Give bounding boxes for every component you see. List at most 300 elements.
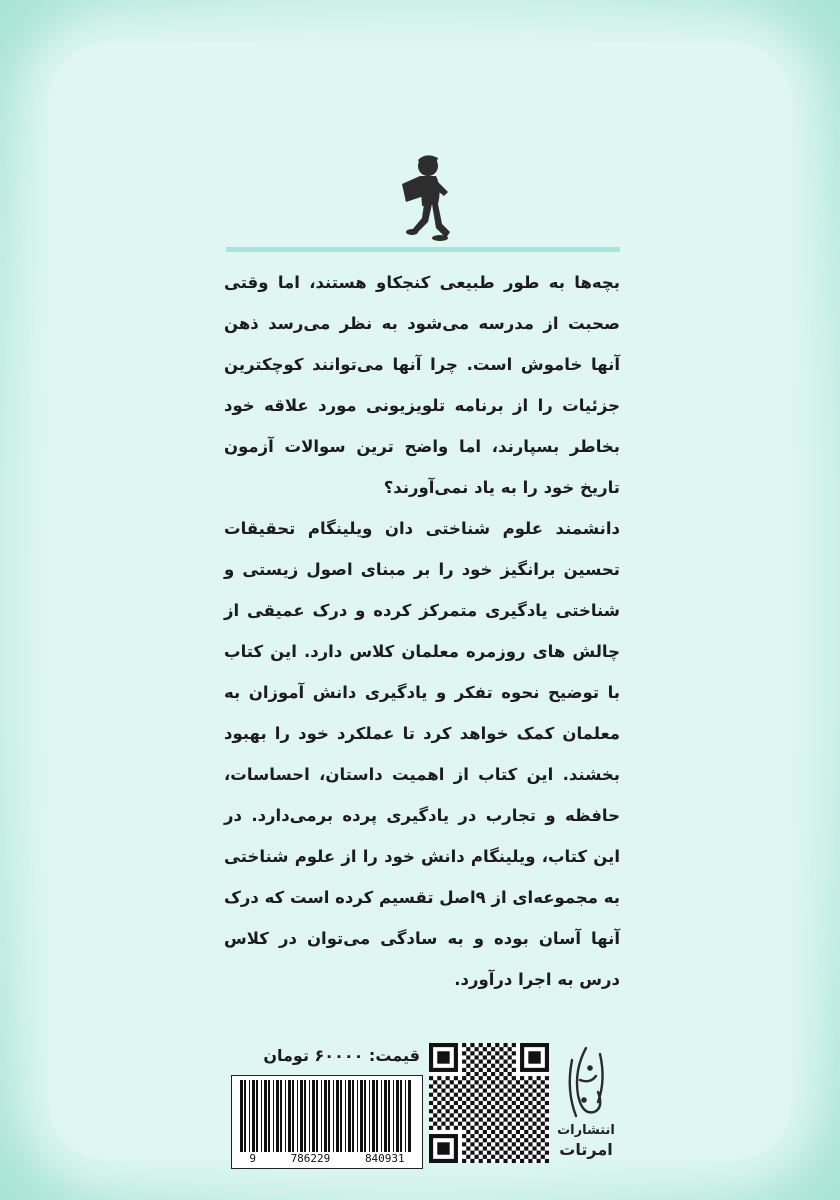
qr-module — [541, 1113, 545, 1117]
qr-module — [450, 1097, 454, 1101]
qr-module — [520, 1084, 524, 1088]
barcode-bar — [312, 1080, 315, 1152]
qr-module — [520, 1093, 524, 1097]
barcode-bar — [376, 1080, 378, 1152]
qr-module — [545, 1101, 549, 1105]
qr-module — [537, 1126, 541, 1130]
barcode-bar — [396, 1080, 399, 1152]
qr-module — [537, 1151, 541, 1155]
qr-module — [437, 1117, 441, 1121]
qr-module — [483, 1072, 487, 1076]
barcode-bar — [288, 1080, 291, 1152]
qr-module — [491, 1064, 495, 1068]
qr-module — [462, 1159, 466, 1163]
qr-module — [475, 1064, 479, 1068]
qr-module — [470, 1142, 474, 1146]
qr-module — [503, 1134, 507, 1138]
qr-module — [470, 1109, 474, 1113]
qr-module — [541, 1105, 545, 1109]
barcode-bar — [360, 1080, 363, 1152]
qr-module — [487, 1084, 491, 1088]
barcode-bar — [357, 1080, 358, 1152]
qr-module — [466, 1089, 470, 1093]
qr-module — [487, 1117, 491, 1121]
qr-module — [516, 1105, 520, 1109]
qr-module — [532, 1113, 536, 1117]
barcode-bar — [276, 1080, 279, 1152]
barcode-bar — [348, 1080, 351, 1152]
qr-module — [491, 1122, 495, 1126]
qr-module — [528, 1101, 532, 1105]
qr-module — [508, 1146, 512, 1150]
qr-module — [516, 1138, 520, 1142]
qr-module — [479, 1151, 483, 1155]
barcode-bar — [240, 1080, 243, 1152]
qr-module — [487, 1060, 491, 1064]
qr-module — [495, 1076, 499, 1080]
qr-module — [429, 1126, 433, 1130]
barcode-bar — [328, 1080, 330, 1152]
qr-module — [499, 1122, 503, 1126]
qr-module — [475, 1113, 479, 1117]
qr-module — [499, 1080, 503, 1084]
qr-module — [508, 1097, 512, 1101]
qr-module — [499, 1105, 503, 1109]
qr-module — [520, 1151, 524, 1155]
barcode-bar — [249, 1080, 250, 1152]
qr-module — [537, 1134, 541, 1138]
qr-module — [441, 1089, 445, 1093]
qr-module — [528, 1084, 532, 1088]
qr-module — [495, 1134, 499, 1138]
qr-module — [512, 1084, 516, 1088]
qr-module — [466, 1080, 470, 1084]
qr-module — [512, 1117, 516, 1121]
qr-module — [512, 1159, 516, 1163]
qr-module — [495, 1142, 499, 1146]
qr-module — [487, 1101, 491, 1105]
qr-module — [512, 1126, 516, 1130]
qr-module — [479, 1126, 483, 1130]
qr-module — [433, 1097, 437, 1101]
qr-module — [462, 1068, 466, 1072]
qr-module — [487, 1093, 491, 1097]
qr-module — [470, 1051, 474, 1055]
qr-module — [520, 1159, 524, 1163]
qr-module — [516, 1113, 520, 1117]
qr-module — [528, 1142, 532, 1146]
barcode-bar — [408, 1080, 411, 1152]
qr-module — [479, 1093, 483, 1097]
qr-module — [475, 1130, 479, 1134]
qr-module — [429, 1117, 433, 1121]
qr-module — [499, 1155, 503, 1159]
qr-module — [528, 1134, 532, 1138]
qr-module — [462, 1126, 466, 1130]
qr-module — [487, 1159, 491, 1163]
qr-module — [470, 1101, 474, 1105]
qr-module — [532, 1122, 536, 1126]
qr-module — [524, 1113, 528, 1117]
qr-module — [446, 1084, 450, 1088]
qr-module — [483, 1155, 487, 1159]
qr-module — [475, 1097, 479, 1101]
qr-module — [491, 1080, 495, 1084]
qr-module — [508, 1072, 512, 1076]
qr-module — [532, 1089, 536, 1093]
qr-module — [470, 1043, 474, 1047]
qr-module — [520, 1142, 524, 1146]
qr-module — [437, 1076, 441, 1080]
qr-module — [475, 1138, 479, 1142]
qr-module — [491, 1155, 495, 1159]
qr-module — [454, 1093, 458, 1097]
qr-module — [483, 1113, 487, 1117]
qr-module — [479, 1159, 483, 1163]
qr-module — [491, 1146, 495, 1150]
qr-module — [487, 1142, 491, 1146]
qr-module — [495, 1109, 499, 1113]
qr-module — [516, 1097, 520, 1101]
barcode-bar — [381, 1080, 382, 1152]
qr-module — [499, 1055, 503, 1059]
qr-module — [532, 1097, 536, 1101]
qr-module — [512, 1101, 516, 1105]
qr-module — [516, 1155, 520, 1159]
barcode-bar — [285, 1080, 286, 1152]
qr-module — [446, 1126, 450, 1130]
qr-module — [454, 1117, 458, 1121]
qr-module — [475, 1146, 479, 1150]
barcode-bar — [400, 1080, 402, 1152]
barcode-bar — [324, 1080, 327, 1152]
isbn-barcode — [231, 1075, 423, 1169]
qr-module — [537, 1093, 541, 1097]
qr-module — [441, 1105, 445, 1109]
qr-module — [532, 1105, 536, 1109]
qr-module — [437, 1084, 441, 1088]
qr-module — [466, 1072, 470, 1076]
qr-module — [532, 1130, 536, 1134]
qr-module — [483, 1055, 487, 1059]
qr-module — [512, 1151, 516, 1155]
qr-module — [437, 1109, 441, 1113]
qr-module — [479, 1068, 483, 1072]
qr-module — [499, 1089, 503, 1093]
qr-module — [508, 1105, 512, 1109]
qr-module — [545, 1109, 549, 1113]
qr-module — [458, 1113, 462, 1117]
qr-module — [441, 1080, 445, 1084]
qr-module — [524, 1130, 528, 1134]
qr-module — [516, 1089, 520, 1093]
qr-module — [520, 1134, 524, 1138]
publisher-line-1: انتشارات — [557, 1123, 615, 1138]
qr-module — [433, 1105, 437, 1109]
qr-module — [487, 1051, 491, 1055]
qr-module — [475, 1072, 479, 1076]
qr-module — [450, 1089, 454, 1093]
barcode-bar — [336, 1080, 339, 1152]
qr-module — [475, 1055, 479, 1059]
qr-module — [541, 1130, 545, 1134]
publisher-line-2: امرتات — [559, 1140, 613, 1159]
barcode-bar — [244, 1080, 246, 1152]
qr-module — [545, 1117, 549, 1121]
qr-module — [512, 1051, 516, 1055]
qr-module — [470, 1068, 474, 1072]
qr-module — [479, 1134, 483, 1138]
qr-module — [462, 1043, 466, 1047]
qr-module — [491, 1072, 495, 1076]
qr-module — [508, 1047, 512, 1051]
qr-module — [499, 1130, 503, 1134]
qr-module — [495, 1043, 499, 1047]
qr-module — [475, 1155, 479, 1159]
qr-module — [466, 1097, 470, 1101]
qr-module — [491, 1105, 495, 1109]
qr-module — [528, 1159, 532, 1163]
qr-module — [528, 1117, 532, 1121]
qr-module — [479, 1117, 483, 1121]
qr-module — [466, 1155, 470, 1159]
barcode-bar — [369, 1080, 370, 1152]
qr-module — [541, 1080, 545, 1084]
qr-module — [483, 1146, 487, 1150]
qr-module — [487, 1076, 491, 1080]
qr-module — [437, 1142, 449, 1154]
qr-module — [462, 1093, 466, 1097]
qr-module — [503, 1126, 507, 1130]
qr-module — [470, 1151, 474, 1155]
qr-module — [537, 1117, 541, 1121]
qr-module — [450, 1105, 454, 1109]
qr-module — [520, 1109, 524, 1113]
qr-module — [475, 1089, 479, 1093]
qr-module — [470, 1076, 474, 1080]
qr-module — [520, 1117, 524, 1121]
qr-module — [458, 1105, 462, 1109]
qr-module — [429, 1093, 433, 1097]
qr-module — [450, 1122, 454, 1126]
qr-module — [433, 1080, 437, 1084]
qr-module — [524, 1080, 528, 1084]
blurb-paragraph-1: بچه‌ها به طور طبیعی کنجکاو هستند، اما وقتی صحبت از مدرسه می‌شود به نظر می‌رسد ذهن آنها خاموش است. چرا آنها می‌توانند کوچکترین جزئیات را از برنامه تلویزیونی مورد علاقه خود بخاطر بسپارند، اما واضح ترین سوالات آزمون تاریخ خود را به یاد نمی‌آورند؟ — [224, 273, 620, 497]
qr-module — [462, 1134, 466, 1138]
qr-module — [470, 1126, 474, 1130]
qr-module — [446, 1093, 450, 1097]
qr-module — [454, 1109, 458, 1113]
qr-module — [470, 1117, 474, 1121]
qr-module — [537, 1109, 541, 1113]
qr-module — [499, 1047, 503, 1051]
barcode-bar — [292, 1080, 294, 1152]
barcode-bar — [388, 1080, 390, 1152]
qr-module — [450, 1080, 454, 1084]
qr-module — [454, 1126, 458, 1130]
barcode-bar — [393, 1080, 394, 1152]
qr-module — [475, 1122, 479, 1126]
running-boy-silhouette-icon — [398, 152, 454, 244]
qr-module — [462, 1151, 466, 1155]
qr-module — [437, 1101, 441, 1105]
qr-module — [437, 1126, 441, 1130]
barcode-bar — [273, 1080, 274, 1152]
qr-module — [470, 1093, 474, 1097]
qr-module — [458, 1097, 462, 1101]
qr-module — [433, 1113, 437, 1117]
qr-module — [545, 1076, 549, 1080]
qr-module — [466, 1055, 470, 1059]
qr-module — [512, 1043, 516, 1047]
qr-module — [508, 1055, 512, 1059]
qr-module — [495, 1151, 499, 1155]
isbn-part-2: 786229 — [290, 1152, 331, 1165]
qr-module — [503, 1060, 507, 1064]
qr-module — [495, 1068, 499, 1072]
qr-module — [541, 1138, 545, 1142]
blurb-paragraph-2: دانشمند علوم شناختی دان ویلینگام تحقیقات تحسین برانگیز خود را بر مبنای اصول زیستی و شناختی یادگیری متمرکز کرده و درک عمیقی از چالش های روزمره معلمان کلاس دارد. این کتاب با توضیح نحوه تفکر و یادگیری دانش آموزان به معلمان کمک خواهد کرد تا عملکرد خود را بهبود بخشند. این کتاب از اهمیت داستان، احساسات، حافظه و تجارب در یادگیری پرده برمی‌دارد. در این کتاب، ویلینگام دانش خود را از علوم شناختی به مجموعه‌ای از ۹اصل تقسیم کرده است که درک آنها آسان بوده و به سادگی می‌توان در کلاس درس به اجرا درآورد. — [224, 519, 620, 989]
qr-module — [528, 1109, 532, 1113]
barcode-bar — [264, 1080, 267, 1152]
qr-module — [524, 1155, 528, 1159]
barcode-bars — [238, 1080, 416, 1152]
qr-module — [541, 1122, 545, 1126]
qr-module — [532, 1080, 536, 1084]
qr-module — [475, 1080, 479, 1084]
qr-module — [462, 1101, 466, 1105]
qr-module — [499, 1064, 503, 1068]
qr-module — [541, 1097, 545, 1101]
qr-module — [495, 1060, 499, 1064]
qr-module — [532, 1155, 536, 1159]
qr-module — [503, 1101, 507, 1105]
qr-module — [479, 1101, 483, 1105]
qr-module — [528, 1093, 532, 1097]
qr-module — [516, 1146, 520, 1150]
qr-module — [516, 1080, 520, 1084]
barcode-bar — [345, 1080, 346, 1152]
qr-module — [454, 1076, 458, 1080]
qr-module — [541, 1089, 545, 1093]
qr-module — [508, 1130, 512, 1134]
qr-module — [495, 1084, 499, 1088]
qr-module — [429, 1109, 433, 1113]
qr-module — [520, 1076, 524, 1080]
qr-module — [441, 1113, 445, 1117]
qr-module — [524, 1138, 528, 1142]
qr-module — [508, 1064, 512, 1068]
qr-module — [545, 1093, 549, 1097]
qr-module — [466, 1146, 470, 1150]
qr-module — [483, 1130, 487, 1134]
qr-module — [479, 1142, 483, 1146]
qr-module — [503, 1117, 507, 1121]
qr-module — [483, 1105, 487, 1109]
qr-module — [458, 1122, 462, 1126]
qr-module — [446, 1117, 450, 1121]
qr-module — [466, 1122, 470, 1126]
qr-module — [528, 1126, 532, 1130]
qr-module — [437, 1093, 441, 1097]
qr-module — [512, 1060, 516, 1064]
qr-module — [454, 1084, 458, 1088]
barcode-bar — [316, 1080, 318, 1152]
qr-module — [458, 1080, 462, 1084]
qr-module — [503, 1051, 507, 1055]
qr-module — [466, 1113, 470, 1117]
qr-module — [508, 1089, 512, 1093]
qr-module — [491, 1130, 495, 1134]
barcode-bar — [364, 1080, 366, 1152]
qr-module — [516, 1122, 520, 1126]
qr-module — [446, 1101, 450, 1105]
qr-module — [466, 1047, 470, 1051]
qr-module — [429, 1076, 433, 1080]
qr-module — [450, 1113, 454, 1117]
isbn-number — [232, 1152, 422, 1165]
qr-module — [479, 1084, 483, 1088]
qr-module — [466, 1130, 470, 1134]
qr-module — [462, 1051, 466, 1055]
qr-module — [503, 1159, 507, 1163]
qr-module — [512, 1093, 516, 1097]
barcode-bar — [261, 1080, 262, 1152]
barcode-bar — [300, 1080, 303, 1152]
qr-module — [441, 1097, 445, 1101]
qr-module — [495, 1101, 499, 1105]
qr-module — [503, 1142, 507, 1146]
isbn-part-1: 9 — [249, 1152, 256, 1165]
divider-line — [226, 247, 620, 252]
qr-module — [483, 1097, 487, 1101]
qr-module — [466, 1138, 470, 1142]
qr-module — [483, 1064, 487, 1068]
qr-module — [458, 1089, 462, 1093]
qr-module — [491, 1113, 495, 1117]
qr-module — [512, 1142, 516, 1146]
qr-module — [499, 1072, 503, 1076]
qr-module — [479, 1043, 483, 1047]
blurb-text — [224, 262, 620, 1000]
qr-module — [512, 1109, 516, 1113]
barcode-bar — [321, 1080, 322, 1152]
qr-module — [541, 1146, 545, 1150]
barcode-bar — [384, 1080, 387, 1152]
qr-module — [487, 1109, 491, 1113]
qr-module — [508, 1113, 512, 1117]
qr-module — [528, 1051, 540, 1063]
barcode-bar — [256, 1080, 258, 1152]
barcode-bar — [372, 1080, 375, 1152]
qr-module — [479, 1060, 483, 1064]
qr-module — [503, 1109, 507, 1113]
qr-module — [528, 1076, 532, 1080]
qr-module — [491, 1097, 495, 1101]
qr-module — [429, 1101, 433, 1105]
barcode-bar — [405, 1080, 406, 1152]
qr-module — [491, 1138, 495, 1142]
qr-module — [433, 1122, 437, 1126]
qr-module — [475, 1105, 479, 1109]
barcode-bar — [309, 1080, 310, 1152]
barcode-bar — [333, 1080, 334, 1152]
qr-module — [503, 1084, 507, 1088]
qr-module — [462, 1142, 466, 1146]
qr-module — [508, 1138, 512, 1142]
qr-module — [495, 1159, 499, 1163]
barcode-bar — [268, 1080, 270, 1152]
